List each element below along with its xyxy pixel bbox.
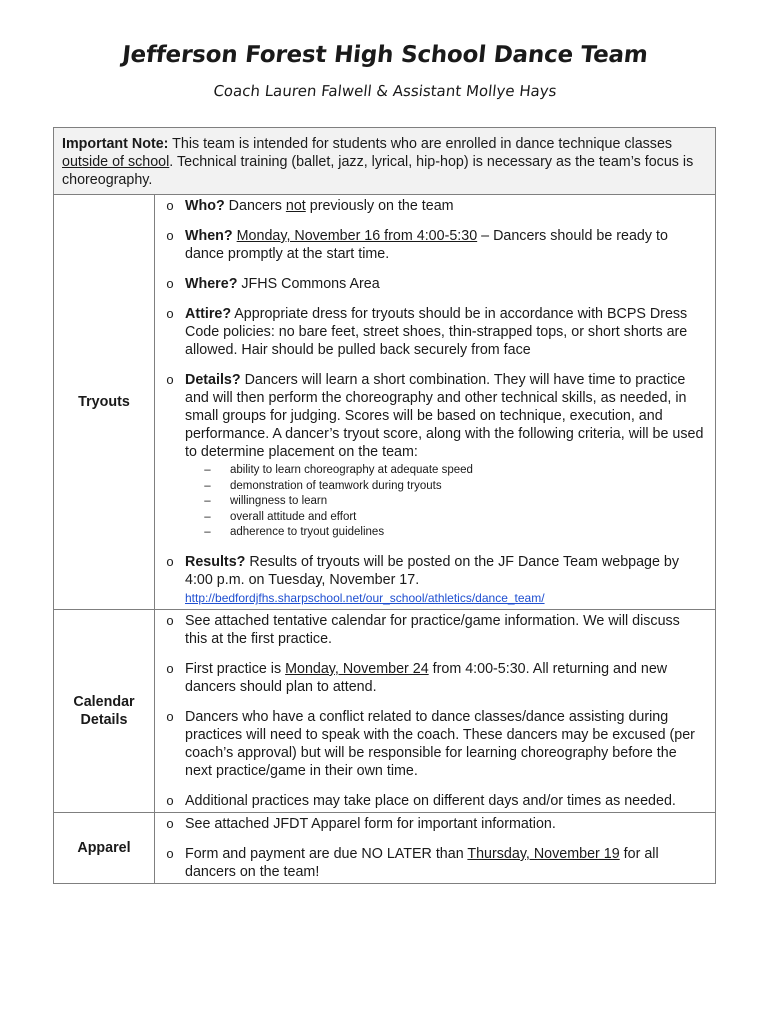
attire-question: Attire? — [185, 306, 232, 322]
criteria-text: demonstration of teamwork during tryouts — [230, 479, 442, 492]
bullet: o — [166, 198, 174, 213]
when-underlined: Monday, November 16 from 4:00-5:30 — [236, 228, 478, 244]
criteria-list — [185, 463, 705, 541]
dash: – — [204, 526, 211, 539]
first-practice-date: Monday, November 24 — [285, 660, 429, 677]
tryouts-where — [155, 275, 705, 293]
bullet: o — [166, 306, 174, 321]
note-text-2: . Technical training (ballet, jazz, lyrical, hip-hop) is necessary as the team’s focus is choreography. — [62, 154, 694, 188]
when-question: When? — [185, 228, 233, 244]
calendar-row — [54, 609, 716, 812]
bullet: o — [166, 553, 174, 569]
apparel-due-date: Thursday, November 19 — [467, 845, 620, 862]
details-text: Dancers will learn a short combination. They will have time to practice and will then perform the choreography and other technical skills, as needed, in small groups for judging. Scores will be based on technique, execution, and performance. A dancer’s tryout score, along with the following criteria, will be used to determine placement on the team: — [185, 372, 704, 460]
where-text: JFHS Commons Area — [237, 276, 380, 292]
dash: – — [204, 510, 211, 523]
where-question: Where? — [185, 276, 238, 292]
calendar-text: See attached tentative calendar for practice/game information. We will discuss this at the first practice. — [185, 612, 680, 647]
tryouts-row — [54, 195, 716, 610]
calendar-label — [54, 609, 155, 812]
tryouts-label: Tryouts — [54, 195, 155, 610]
details-question: Details? — [185, 372, 241, 388]
criteria-text: adherence to tryout guidelines — [230, 526, 385, 539]
when-text-2: – Dancers should be ready to dance promptly at the start time. — [185, 228, 668, 262]
list-item — [185, 510, 705, 526]
bullet: o — [166, 708, 174, 724]
results-text: Results of tryouts will be posted on the JF Dance Team webpage by 4:00 p.m. on Tuesday, November 17. — [185, 553, 680, 588]
note-text-1: This team is intended for students who are enrolled in dance technique classes — [168, 136, 673, 152]
calendar-item — [155, 708, 705, 780]
list-item — [185, 479, 705, 495]
who-question: Who? — [185, 198, 225, 214]
first-practice-text-2: from 4:00-5:30. All returning and new dancers should plan to attend. — [185, 660, 668, 695]
apparel-item — [155, 845, 705, 881]
tryouts-details — [155, 371, 705, 541]
bullet: o — [166, 276, 174, 291]
first-practice-text-1: First practice is — [185, 660, 286, 677]
apparel-row — [54, 812, 716, 883]
dash: – — [204, 464, 211, 476]
list-item — [185, 525, 705, 541]
calendar-label-line-1: Calendar — [73, 693, 135, 710]
bullet: o — [166, 612, 174, 628]
important-note — [54, 128, 716, 195]
calendar-item — [155, 792, 705, 810]
who-text-2: previously on the team — [305, 198, 454, 214]
dash: – — [204, 479, 211, 492]
info-table — [53, 127, 716, 884]
criteria-text: ability to learn choreography at adequate speed — [230, 464, 473, 476]
criteria-text: willingness to learn — [230, 495, 328, 508]
calendar-text: Dancers who have a conflict related to dance classes/dance assisting during practices will need to speak with the coach. These dancers may be excused (per coach’s approval) but will be responsible for learning choreography before the next practice/game in their own time. — [185, 708, 695, 779]
calendar-content — [155, 609, 716, 812]
calendar-text: Additional practices may take place on different days and/or times as needed. — [185, 792, 676, 809]
tryouts-when — [155, 227, 705, 263]
tryouts-results — [155, 553, 705, 607]
dash: – — [204, 495, 211, 508]
list-item — [185, 463, 705, 479]
apparel-item — [155, 815, 705, 833]
apparel-content — [155, 812, 716, 883]
attire-text: Appropriate dress for tryouts should be in accordance with BCPS Dress Code policies: no bare feet, street shoes, thin-strapped tops, or short shorts are allowed. Hair should be pulled back securely from face — [185, 306, 688, 358]
page-subtitle: Coach Lauren Falwell & Assistant Mollye Hays — [212, 82, 558, 100]
results-question: Results? — [185, 553, 246, 570]
bullet: o — [166, 845, 174, 861]
list-item — [185, 494, 705, 510]
bullet: o — [166, 792, 174, 808]
note-underlined: outside of school — [62, 154, 170, 170]
dance-team-webpage-link[interactable]: http://bedfordjfhs.sharpschool.net/our_school/athletics/dance_team/ — [185, 590, 545, 605]
who-underlined: not — [285, 198, 306, 214]
calendar-label-line-2: Details — [80, 711, 128, 728]
tryouts-attire — [155, 305, 705, 359]
who-text-1: Dancers — [224, 198, 286, 214]
calendar-item — [155, 660, 705, 696]
page-title: Jefferson Forest High School Dance Team — [120, 42, 650, 68]
bullet: o — [166, 372, 174, 387]
apparel-text: See attached JFDT Apparel form for important information. — [185, 815, 556, 832]
note-row — [54, 128, 716, 195]
apparel-due-text-2: for all dancers on the team! — [185, 845, 659, 880]
criteria-text: overall attitude and effort — [230, 510, 357, 523]
calendar-item — [155, 612, 705, 648]
note-label: Important Note: — [62, 136, 169, 152]
bullet: o — [166, 228, 174, 243]
apparel-due-text-1: Form and payment are due NO LATER than — [185, 845, 468, 862]
bullet: o — [166, 815, 174, 831]
tryouts-who — [155, 197, 705, 215]
tryouts-content — [155, 195, 716, 610]
apparel-label: Apparel — [54, 812, 155, 883]
bullet: o — [166, 660, 174, 676]
